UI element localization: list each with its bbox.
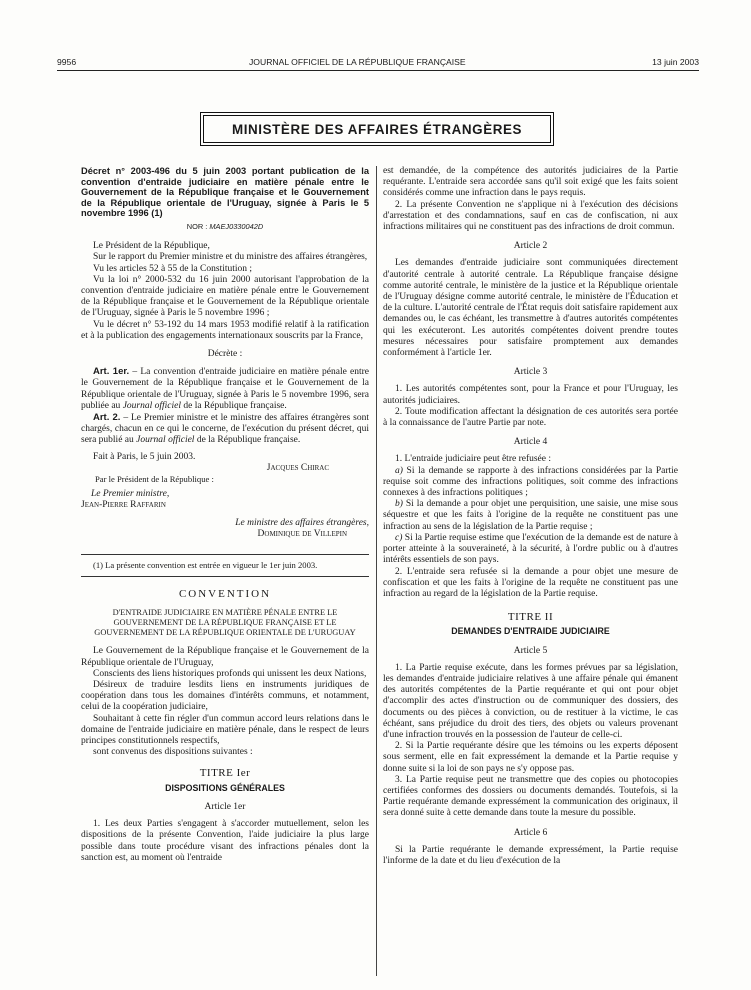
ministry-box: MINISTÈRE DES AFFAIRES ÉTRANGÈRES bbox=[203, 115, 551, 143]
pm-name: Jean-Pierre Raffarin bbox=[81, 500, 166, 511]
paragraph: Vu les articles 52 à 55 de la Constitution ; bbox=[93, 263, 253, 274]
convention-heading: CONVENTION bbox=[178, 588, 272, 601]
minister-title: Le ministre des affaires étrangères, bbox=[235, 517, 369, 528]
decrete: Décrète : bbox=[207, 349, 243, 359]
minister-name: Dominique de Villepin bbox=[257, 528, 347, 539]
paragraph: Désireux de traduire lesdits liens en instruments juridiques de coopération dans tous les domaines d'intérêts communs, et notamment, celui de la coopération judiciaire, bbox=[81, 680, 369, 713]
paragraph: 1. Les deux Parties s'engagent à s'accorder mutuellement, selon les dispositions de la présente Convention, l'aide judiciaire la plus large possible dans toute procédure visant des infractions pénales dont la sanction est, au moment où l'entraide bbox=[81, 819, 369, 863]
par-le-president: Par le Président de la République : bbox=[95, 474, 214, 485]
pm-title: Le Premier ministre, bbox=[91, 489, 170, 500]
header-rule bbox=[57, 70, 699, 71]
paragraph: Vu le décret n° 53-192 du 14 mars 1953 modifié relatif à la ratification et à la publication des engagements internationaux souscrits par la France, bbox=[81, 319, 369, 341]
fait-a-paris: Fait à Paris, le 5 juin 2003. bbox=[93, 451, 196, 462]
nor-reference: NOR : MAEJ0330042D bbox=[186, 221, 264, 231]
journal-title: JOURNAL OFFICIEL DE LA RÉPUBLIQUE FRANÇAISE bbox=[249, 57, 466, 67]
article-6-heading: Article 6 bbox=[513, 827, 548, 838]
paragraph: 1. L'entraide judiciaire peut être refusée : bbox=[395, 454, 552, 465]
paragraph: sont convenus des dispositions suivantes : bbox=[93, 747, 253, 758]
paragraph: Sur le rapport du Premier ministre et du ministre des affaires étrangères, bbox=[93, 252, 368, 263]
paragraph: est demandée, de la compétence des autorités judiciaires de la Partie requérante. L'entraide sera accordée sans qu'il soit exigé que les faits soient considérés comme une infraction dans le pays requis. bbox=[383, 166, 678, 199]
paragraph: Si la Partie requérante le demande expressément, la Partie requise l'informe de la date et du lieu d'exécution de la bbox=[383, 844, 678, 866]
paragraph: 1. La Partie requise exécute, dans les formes prévues par sa législation, les demandes d'entraide judiciaire relatives à une affaire pénale qui émanent des autorités compétentes de la Partie requérante et qui ont pour objet d'accomplir des actes d'instruction ou de communiquer des dossiers, des documents ou des pièces à conviction, ou de restituer à la victime, le cas échéant, sans préjudice du droit des tiers, des objets ou valeurs provenant d'une infraction trouvés en la possession de l'auteur de celle-ci. bbox=[383, 662, 678, 740]
paragraph: 1. Les autorités compétentes sont, pour la France et pour l'Uruguay, les autorités judiciaires. bbox=[383, 384, 678, 406]
paragraph: b) Si la demande a pour objet une perquisition, une saisie, une mise sous séquestre et que les faits à l'origine de la requête ne constituent pas une infraction au sens de la législation de la Partie requise ; bbox=[383, 499, 678, 532]
paragraph: c) Si la Partie requise estime que l'exécution de la demande est de nature à porter atteinte à la souveraineté, à la sécurité, à l'ordre public ou à d'autres intérêts essentiels de son pays. bbox=[383, 532, 678, 566]
article-4-heading: Article 4 bbox=[513, 437, 548, 448]
page-header bbox=[57, 57, 699, 69]
article-1-decree: Art. 1er. – La convention d'entraide judiciaire en matière pénale entre le Gouvernement de la République française et le Gouvernement de la République orientale de l'Uruguay, signée à Paris le 5 novembre 1996, sera publiée au Journal officiel de la République française. bbox=[81, 366, 369, 411]
issue-date: 13 juin 2003 bbox=[652, 57, 699, 67]
titre-2-heading: TITRE II bbox=[507, 611, 554, 624]
paragraph: 2. Toute modification affectant la désignation de ces autorités sera portée à la connaissance de l'autre Partie par note. bbox=[383, 406, 678, 429]
titre-1-heading: TITRE Ier bbox=[199, 767, 251, 780]
paragraph: Le Président de la République, bbox=[93, 241, 210, 252]
paragraph: a) Si la demande se rapporte à des infractions considérées par la Partie requise soit comme des infractions politiques, soit comme des infractions connexes à des infractions politiques ; bbox=[383, 465, 678, 499]
titre-2-subtitle: DEMANDES D'ENTRAIDE JUDICIAIRE bbox=[451, 626, 610, 637]
footnote-rule bbox=[81, 554, 369, 555]
paragraph: Conscients des liens historiques profonds qui unissent les deux Nations, bbox=[93, 668, 367, 679]
paragraph: 2. La présente Convention ne s'applique ni à l'exécution des décisions d'arrestation et des condamnations, sauf en cas de confiscation, ni aux infractions militaires qui ne constituent pas des infractions de droit commun. bbox=[383, 199, 678, 233]
footnote: (1) La présente convention est entrée en vigueur le 1er juin 2003. bbox=[93, 560, 318, 571]
article-2-heading: Article 2 bbox=[513, 241, 548, 252]
signature-president: Jacques Chirac bbox=[266, 462, 329, 473]
convention-subtitle: D'ENTRAIDE JUDICIAIRE EN MATIÈRE PÉNALE ENTRE LE GOUVERNEMENT DE LA RÉPUBLIQUE FRANÇAISE ET LE GOUVERNEMENT DE LA RÉPUBLIQUE ORIENTALE DE L'URUGUAY bbox=[94, 608, 356, 638]
article-5-heading: Article 5 bbox=[513, 645, 548, 656]
paragraph: Le Gouvernement de la République française et le Gouvernement de la République orientale de l'Uruguay, bbox=[81, 646, 369, 668]
paragraph: Vu la loi n° 2000-532 du 16 juin 2000 autorisant l'approbation de la convention d'entraide judiciaire en matière pénale entre le Gouvernement de la République française et le Gouvernement de la République orientale de l'Uruguay, signée à Paris le 5 novembre 1996 ; bbox=[81, 274, 369, 319]
paragraph: 2. L'entraide sera refusée si la demande a pour objet une mesure de confiscation et que les faits à l'origine de la requête ne constituent pas une infraction au regard de la législation de la Partie requise. bbox=[383, 566, 678, 599]
left-column bbox=[81, 166, 369, 864]
right-column bbox=[383, 166, 678, 867]
paragraph: Les demandes d'entraide judiciaire sont communiquées directement d'autorité centrale à autorité centrale. La République française désigne comme autorité centrale, le ministère de la justice et la République orientale de l'Uruguay désigne comme autorité centrale, le ministère de l'Éducation et de la culture. L'autorité centrale de l'État requis doit satisfaire rapidement aux demandes ou, le cas échéant, les transmettre à d'autres autorités compétentes qui les exécuteront. Les autorités compétentes doivent prendre toutes mesures nécessaires pour satisfaire promptement aux demandes conformément à l'article 1er. bbox=[383, 258, 678, 359]
footnote-rule-bottom bbox=[81, 576, 369, 577]
page-number: 9956 bbox=[57, 57, 77, 67]
paragraph: Souhaitant à cette fin régler d'un commun accord leurs relations dans le domaine de l'entraide judiciaire en matière pénale, dans le respect de leurs principes constitutionnels respectifs, bbox=[81, 713, 369, 747]
decree-title: Décret n° 2003-496 du 5 juin 2003 portant publication de la convention d'entraide judiciaire en matière pénale entre le Gouvernement de la République française et le Gouvernement de la République orientale de l'Uruguay, signée à Paris le 5 novembre 1996 (1) bbox=[81, 166, 369, 219]
paragraph: 3. La Partie requise peut ne transmettre que des copies ou photocopies certifiées conformes des dossiers ou documents demandés. Toutefois, si la Partie requérante demande expressément la communication des originaux, il sera donné suite à cette demande dans toute la mesure du possible. bbox=[383, 774, 678, 819]
titre-1-subtitle: DISPOSITIONS GÉNÉRALES bbox=[165, 782, 285, 793]
paragraph: 2. Si la Partie requérante désire que les témoins ou les experts déposent sous serment, elle en fait expressément la demande et la Partie requise y donne suite si la loi de son pays ne s'y oppose pas. bbox=[383, 741, 678, 774]
article-3-heading: Article 3 bbox=[513, 367, 548, 378]
article-2-decree: Art. 2. – Le Premier ministre et le ministre des affaires étrangères sont chargés, chacun en ce qui le concerne, de l'exécution du présent décret, qui sera publié au Journal officiel de la République française. bbox=[81, 412, 369, 446]
article-1-heading: Article 1er bbox=[204, 801, 246, 812]
column-divider bbox=[376, 166, 377, 976]
